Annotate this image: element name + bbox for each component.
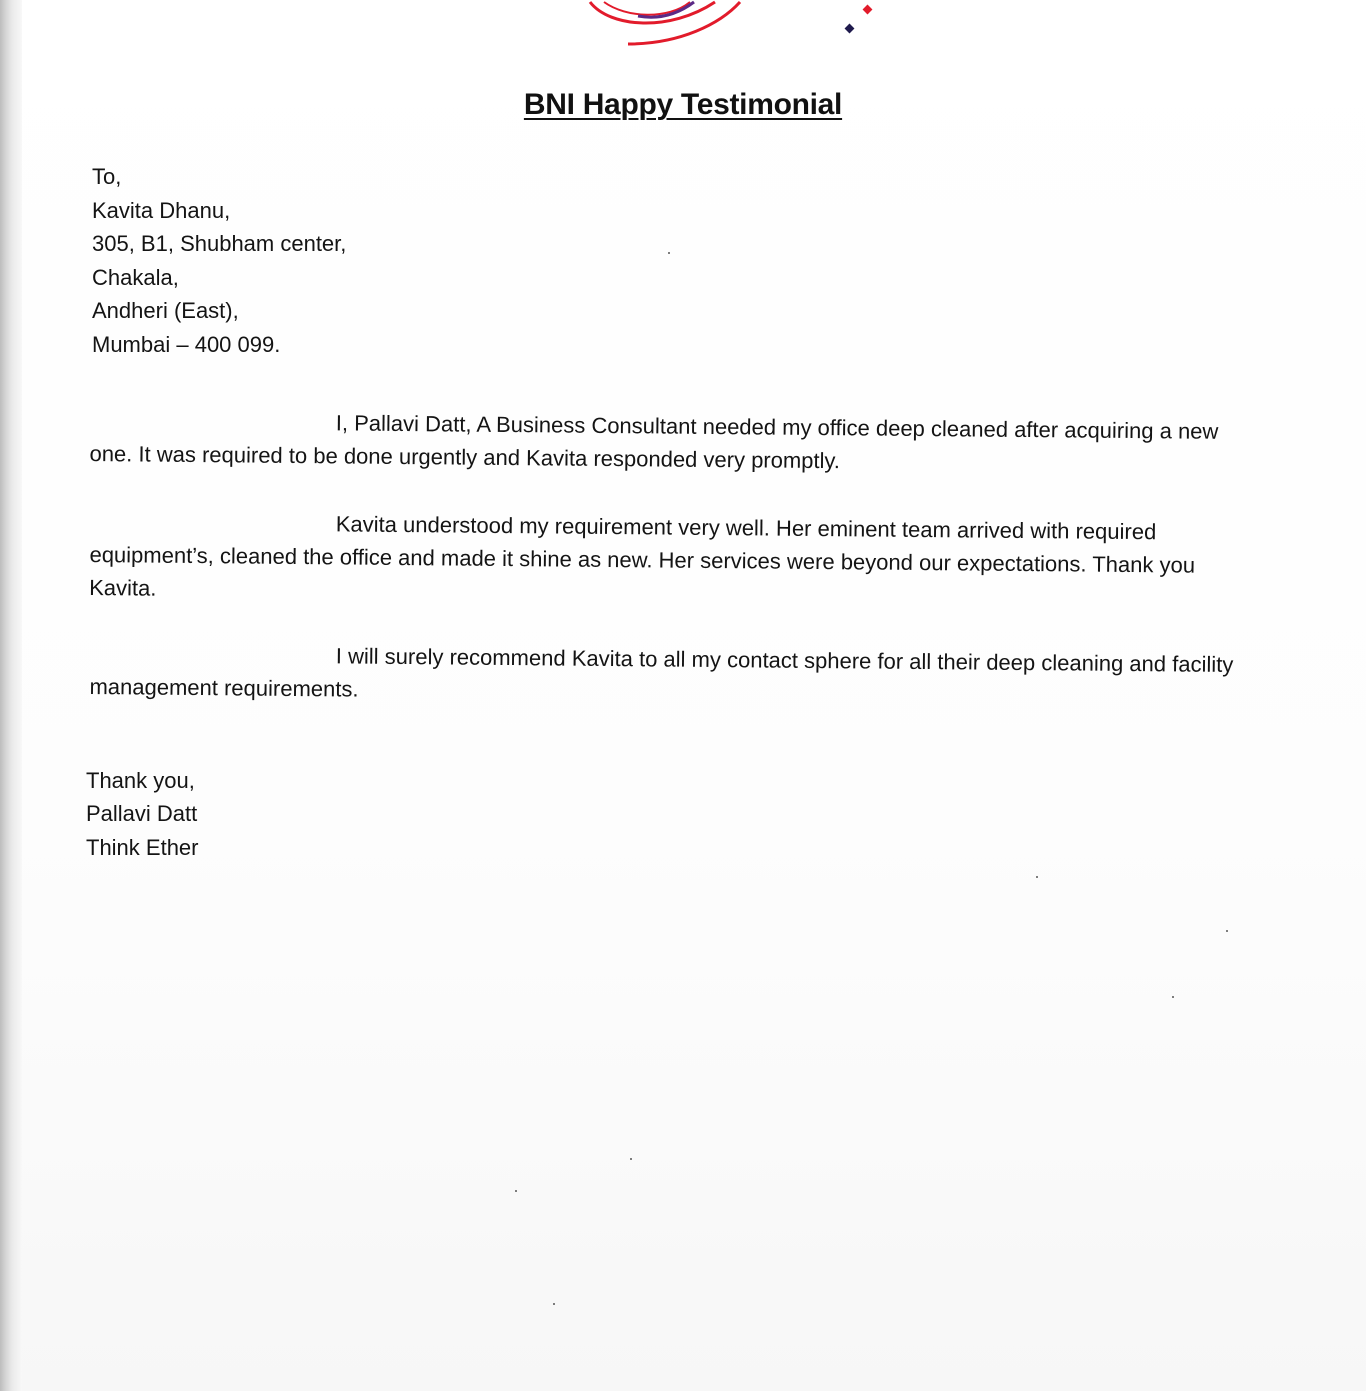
recipient-address-line: 305, B1, Shubham center, [92, 231, 347, 257]
signatory-company: Think Ether [86, 834, 199, 860]
scan-speck [515, 1190, 517, 1192]
recipient-address-line: Chakala, [92, 264, 179, 290]
logo-red-dot [863, 5, 873, 15]
signoff-block [86, 764, 199, 864]
recipient-address-block [92, 160, 346, 362]
scan-shadow-edge [0, 0, 22, 1391]
body-paragraph-1: I, Pallavi Datt, A Business Consultant needed my office deep cleaned after acquiring a new one. It was required to be done urgently and Kavita responded very promptly. [89, 410, 1219, 474]
closing-line: Thank you, [86, 768, 195, 793]
recipient-city-pin: Mumbai – 400 099. [92, 331, 281, 357]
body-paragraph-2: Kavita understood my requirement very well. Her eminent team arrived with required equipment’s, cleaned the office and made it shine as new. Her services were beyond our expectations. Thank you Kavita. [89, 511, 1196, 601]
body-paragraph-3: I will surely recommend Kavita to all my contact sphere for all their deep cleaning and facility management requirements. [89, 643, 1234, 702]
logo-fragment [560, 0, 900, 60]
scan-speck [1226, 930, 1228, 932]
logo-navy-dot [845, 24, 855, 34]
scan-speck [630, 1158, 632, 1160]
scan-speck [1172, 996, 1174, 998]
recipient-address-line: Andheri (East), [92, 298, 239, 324]
signatory-name: Pallavi Datt [86, 801, 198, 827]
recipient-name: Kavita Dhanu, [92, 197, 231, 223]
scan-speck [668, 252, 670, 254]
letter-title: BNI Happy Testimonial [523, 88, 843, 121]
recipient-salutation: To, [92, 164, 122, 189]
scan-speck [1036, 876, 1038, 878]
scan-speck [553, 1303, 555, 1305]
